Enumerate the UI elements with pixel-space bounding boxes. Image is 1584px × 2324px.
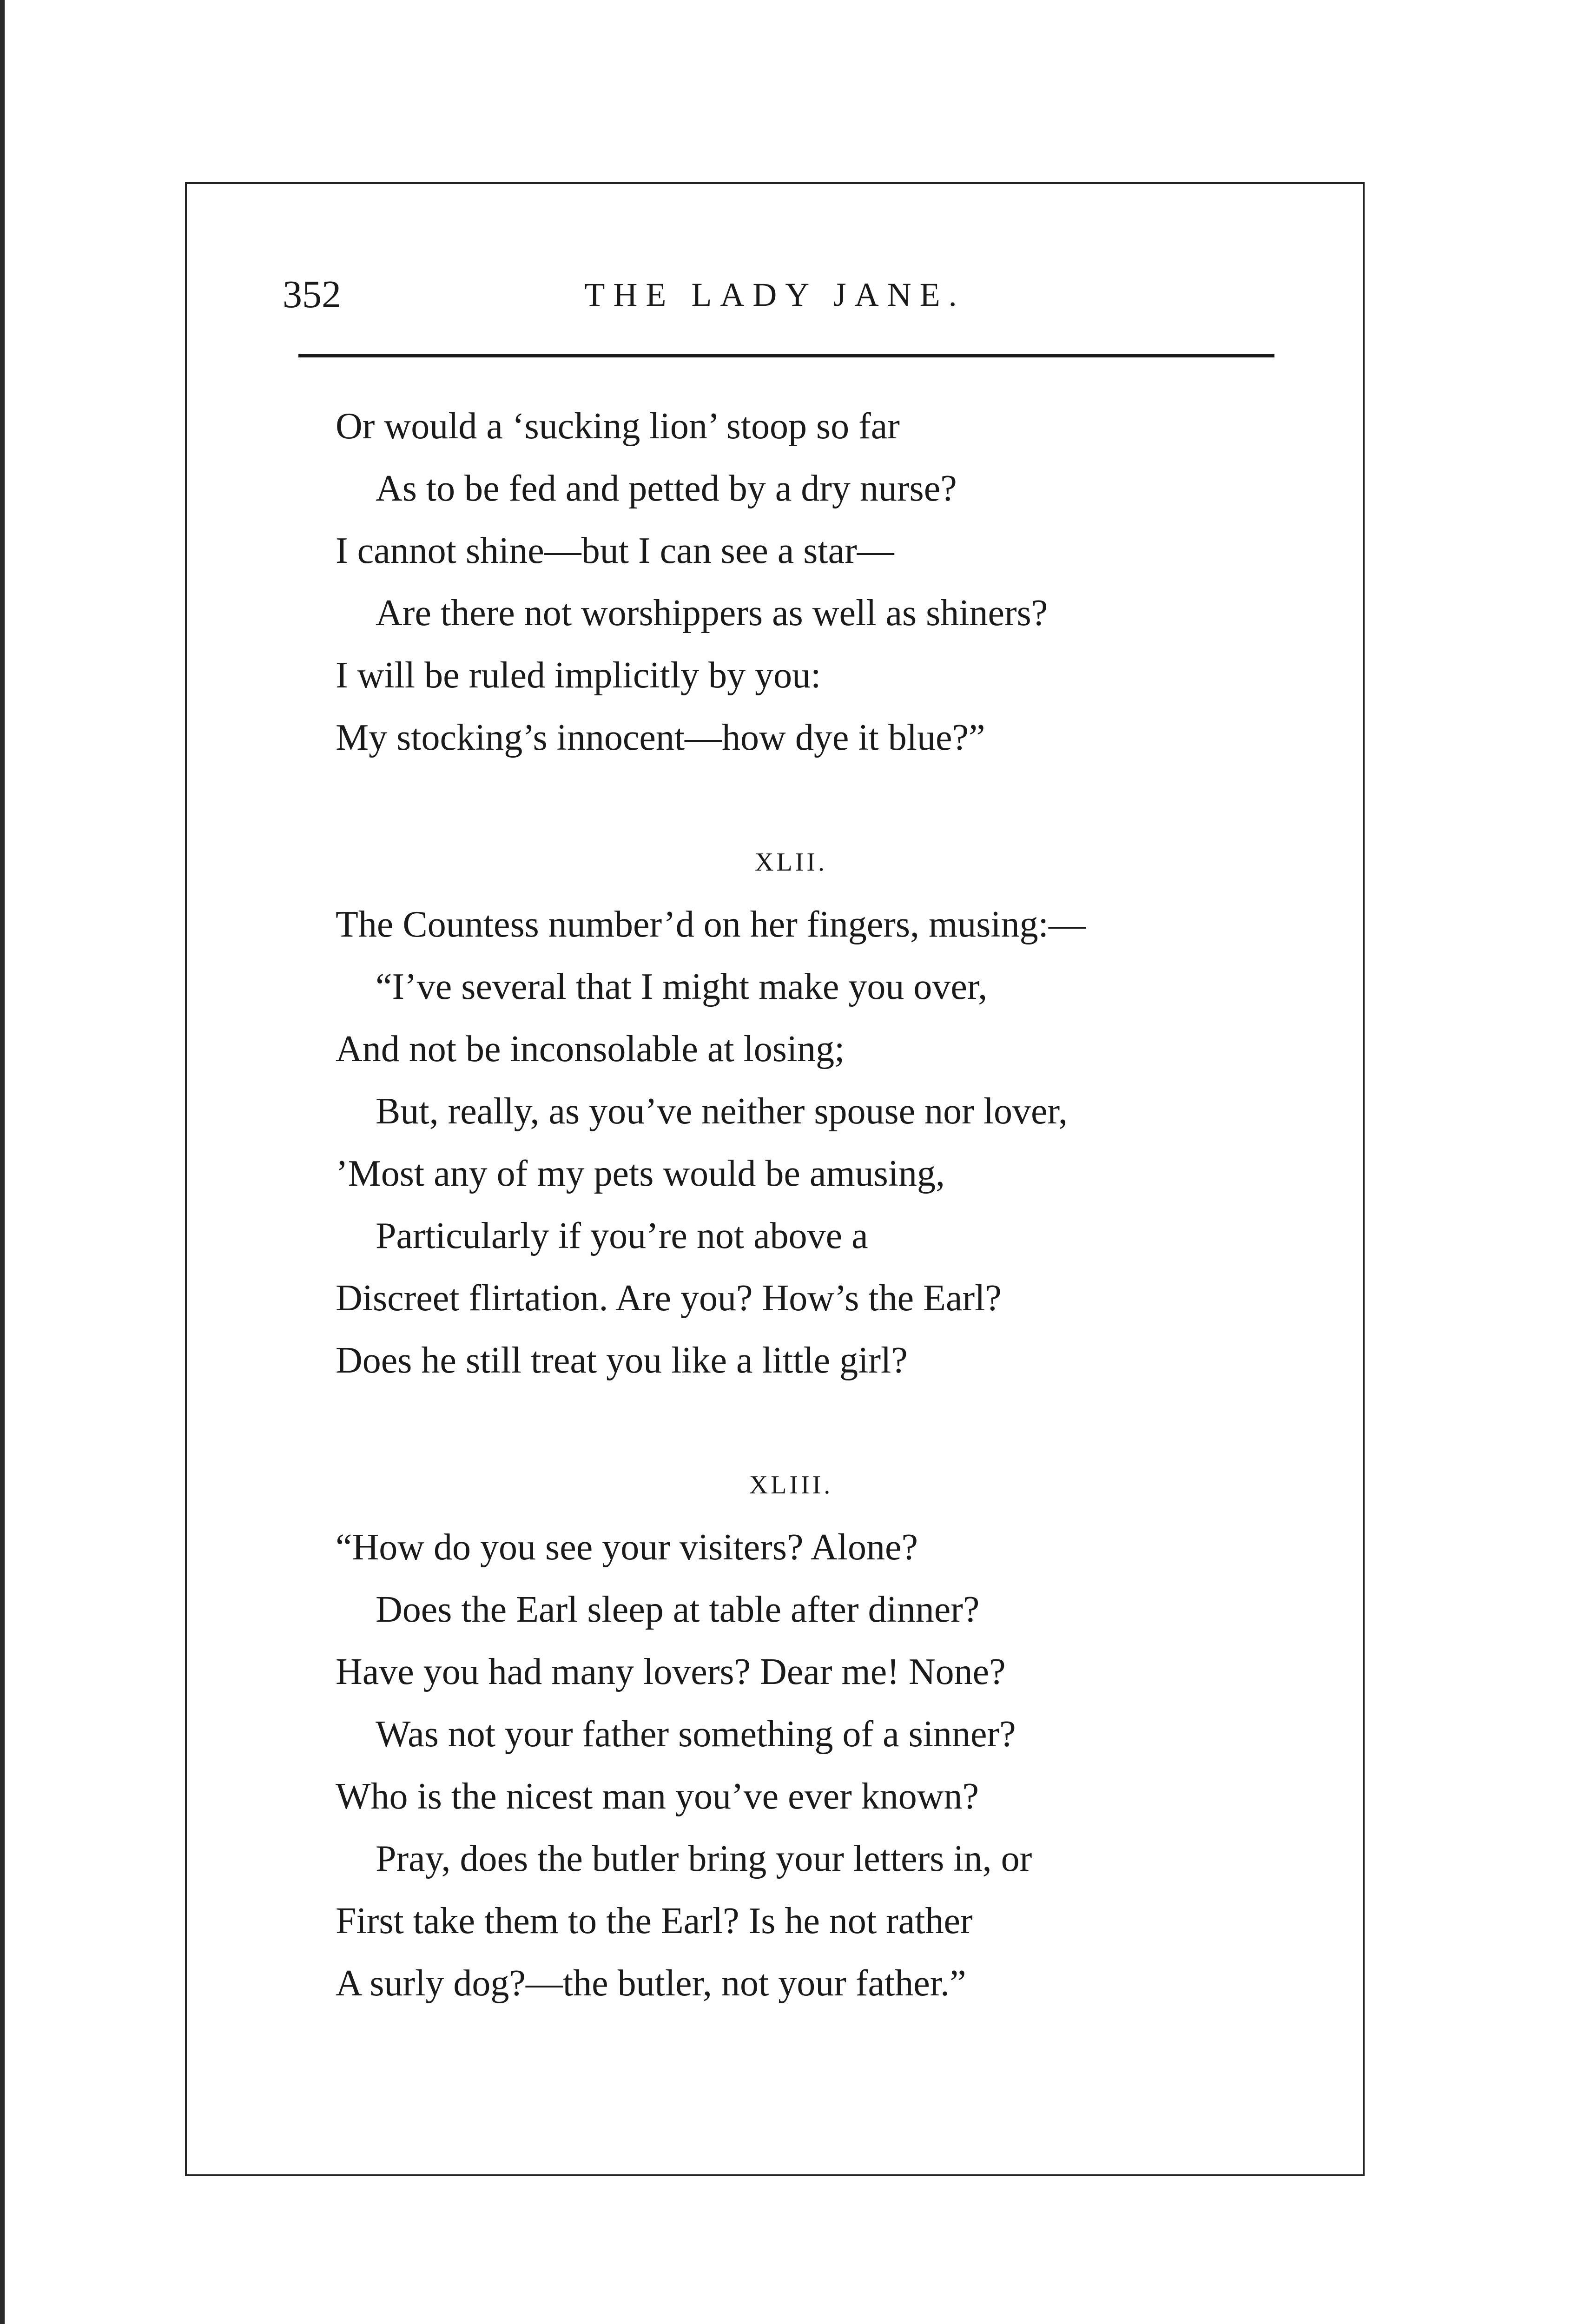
verse-line: Pray, does the butler bring your letters in, or (376, 1838, 1032, 1879)
verse-line: Or would a ‘sucking lion’ stoop so far (336, 406, 900, 447)
verse-line: The Countess number’d on her fingers, musing:— (336, 904, 1086, 945)
verse-line: A surly dog?—the butler, not your father.” (336, 1963, 966, 2004)
stanza (336, 1516, 1349, 2014)
verse-line: I cannot shine—but I can see a star— (336, 530, 894, 571)
verse-line: First take them to the Earl? Is he not rather (336, 1901, 973, 1941)
stanza-number: XLIII. (749, 1471, 833, 1499)
verse-line: But, really, as you’ve neither spouse nor lover, (376, 1091, 1068, 1132)
header-rule (298, 354, 1274, 357)
verse-line: “How do you see your visiters? Alone? (336, 1527, 918, 1568)
verse-line: Who is the nicest man you’ve ever known? (336, 1776, 979, 1817)
page-number: 352 (283, 273, 341, 316)
verse-line: I will be ruled implicitly by you: (336, 655, 821, 696)
verse-line: Does the Earl sleep at table after dinner? (376, 1589, 980, 1630)
verse-line: “I’ve several that I might make you over, (376, 966, 988, 1007)
page-edge-shadow (0, 0, 5, 2324)
stanza-number: XLII. (755, 848, 827, 877)
verse-line: Was not your father something of a sinner? (376, 1714, 1016, 1755)
verse-line: Are there not worshippers as well as shiners? (376, 593, 1048, 634)
stanza (336, 395, 1349, 769)
verse-line: Discreet flirtation. Are you? How’s the Earl? (336, 1278, 1002, 1319)
verse-line: As to be fed and petted by a dry nurse? (376, 468, 957, 509)
running-title: THE LADY JANE. (584, 276, 965, 313)
verse-line: And not be inconsolable at losing; (336, 1029, 845, 1070)
stanza (336, 893, 1349, 1392)
running-head (187, 262, 1363, 327)
verse-line: ’Most any of my pets would be amusing, (336, 1153, 945, 1194)
verse-line: Particularly if you’re not above a (376, 1215, 868, 1256)
verse-line: Have you had many lovers? Dear me! None? (336, 1651, 1006, 1692)
verse-line: Does he still treat you like a little girl? (336, 1340, 908, 1381)
verse-line: My stocking’s innocent—how dye it blue?” (336, 717, 985, 758)
verse-text (336, 395, 1349, 2014)
printed-page-frame (185, 182, 1365, 2176)
